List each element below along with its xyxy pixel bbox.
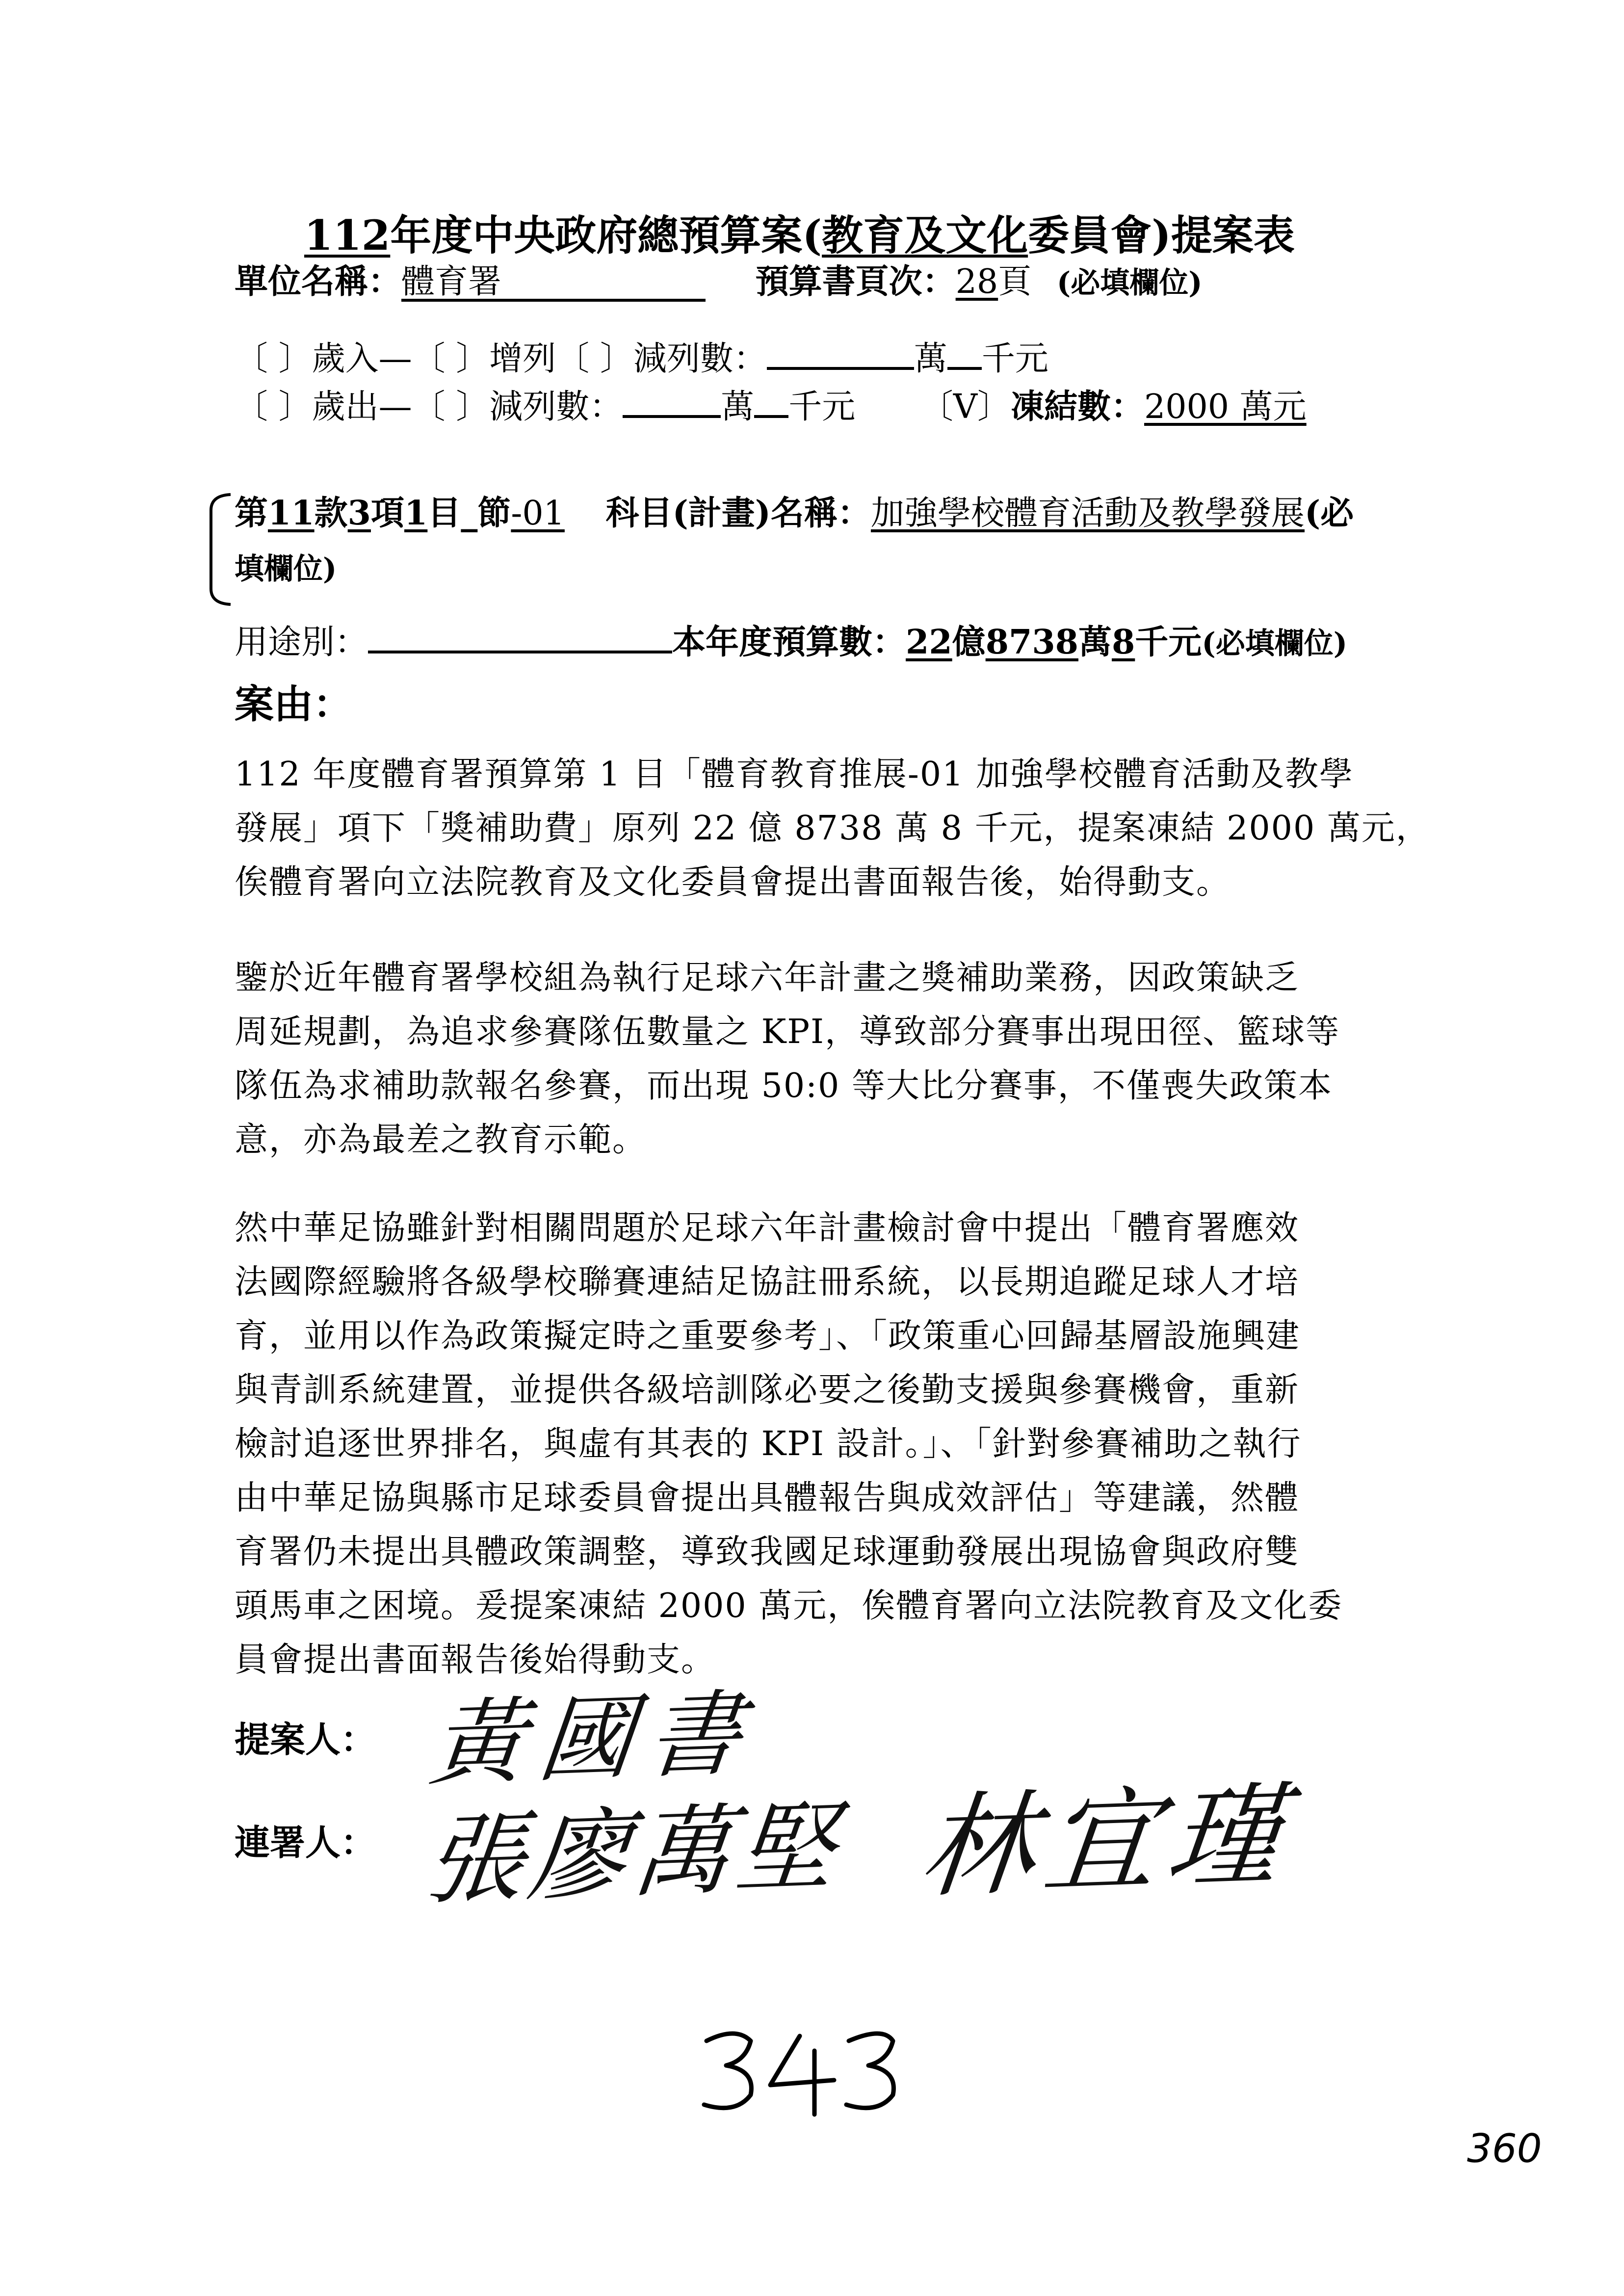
wan-unit: 萬 [914,339,947,378]
required-note: (必填欄位) [1056,266,1203,300]
blank-field [947,334,982,370]
xiang-value: 3 [347,494,371,533]
page-label: 預算書頁次： [755,262,956,301]
wan-unit: 萬 [1078,623,1112,662]
text-line: 然中華足協雖針對相關問題於足球六年計畫檢討會中提出「體育署應效 [235,1209,1300,1248]
revenue-line [235,334,1048,376]
text-line: 育署仍未提出具體政策調整，導致我國足球運動發展出現協會與政府雙 [235,1533,1300,1571]
cosigner-signature-1: 張廖萬堅 [419,1790,846,1919]
item-line: 第11款3項1目_節-01 科目(計畫)名稱：加強學校體育活動及教學發展(必 [235,494,1354,533]
page-unit: 頁 [998,262,1032,301]
reason-heading: 案由： [235,681,352,727]
form-title [304,211,1295,260]
unit-value: 體育署 [401,265,706,302]
expense-line [235,382,1307,424]
text-line: 隊伍為求補助款報名參賽，而出現 50:0 等大比分賽事，不僅喪失政策本 [235,1067,1333,1105]
use-label: 用途別： [235,623,368,662]
cosigner-signature-2: 林宜瑾 [915,1770,1298,1914]
unit-line [235,262,1203,302]
text-line: 發展」項下「獎補助費」原列 22 億 8738 萬 8 千元，提案凍結 2000 萬元， [235,809,1430,848]
budget-wan: 8738 [985,623,1078,662]
blank-field [754,382,788,418]
proposer-signature: 黃國書 [425,1679,762,1799]
mu-value: 1 [404,494,428,533]
qian-unit: 千元 [788,388,856,426]
unit-label: 單位名稱： [235,262,402,301]
blank-field [767,334,914,370]
budget-yi: 22 [906,623,952,662]
budget-label: 本年度預算數： [672,623,906,662]
budget-qian: 8 [1111,623,1135,662]
page-number: 360 [1467,2126,1542,2171]
cosigner-label: 連署人： [235,1822,376,1863]
di-label: 第 [235,494,268,533]
text-line: 育，並用以作為政策擬定時之重要參考」、「政策重心回歸基層設施興建 [235,1317,1301,1356]
bracket-mark [206,491,236,608]
text-line: 112 年度體育署預算第 1 目「體育教育推展-01 加強學校體育活動及教學 [235,755,1354,794]
text-line: 由中華足協與縣市足球委員會提出具體報告與成效評估」等建議，然體 [235,1479,1300,1517]
text-line: 頭馬車之困境。爰提案凍結 2000 萬元，俟體育署向立法院教育及文化委 [235,1587,1343,1625]
freeze-label: 凍結數： [1011,387,1145,426]
text-line: 周延規劃，為追求參賽隊伍數量之 KPI，導致部分賽事出現田徑、籃球等 [235,1013,1340,1051]
text-line: 意，亦為最差之教育示範。 [235,1121,647,1159]
revenue-label: 〔 〕歲入—〔 〕增列〔 〕減列數： [235,339,767,378]
xiang-label: 項 [371,494,405,533]
text-line: 與青訓系統建置，並提供各級培訓隊必要之後勤支援與參賽機會，重新 [235,1371,1300,1409]
kuan-label: 款 [314,494,348,533]
page-value: 28 [955,262,998,301]
jie-label: 節 [477,494,511,533]
text-line: 檢討追逐世界排名，與虛有其表的 KPI 設計。」、「針對參賽補助之執行 [235,1425,1302,1463]
text-line: 鑒於近年體育署學校組為執行足球六年計畫之獎補助業務，因政策缺乏 [235,959,1300,997]
kuan-value: 11 [268,494,314,533]
title-part: 年度中央政府總預算案( [390,211,822,260]
handwritten-number [697,2021,913,2119]
expense-label: 〔 〕歲出—〔 〕減列數： [235,388,623,426]
mu-label: 目 [427,494,461,533]
committee: 教育及文化 [822,211,1028,260]
wan-unit: 萬 [721,388,755,426]
text-line: 員會提出書面報告後始得動支。 [235,1641,716,1679]
year: 112 [304,211,391,260]
required-note: (必 [1304,494,1354,533]
qian-unit: 千元 [1135,623,1202,662]
qian-unit: 千元 [981,339,1048,378]
freeze-checkbox: 〔V〕 [919,388,1011,426]
name-label: 科目(計畫)名稱： [605,494,871,533]
jie-value: -01 [511,494,565,533]
title-part: 委員會)提案表 [1028,211,1295,260]
name-value: 加強學校體育活動及教學發展 [870,494,1305,533]
use-field [368,617,672,653]
required-note: 填欄位) [235,552,337,586]
required-note: (必填欄位) [1202,626,1348,661]
text-line: 法國際經驗將各級學校聯賽連結足協註冊系統，以長期追蹤足球人才培 [235,1263,1300,1302]
budget-line [235,617,1348,662]
text-line: 俟體育署向立法院教育及文化委員會提出書面報告後，始得動支。 [235,863,1231,902]
blank-field [623,382,721,418]
freeze-value: 2000 萬元 [1144,388,1307,426]
yi-unit: 億 [952,623,986,662]
proposer-label: 提案人： [235,1719,376,1760]
